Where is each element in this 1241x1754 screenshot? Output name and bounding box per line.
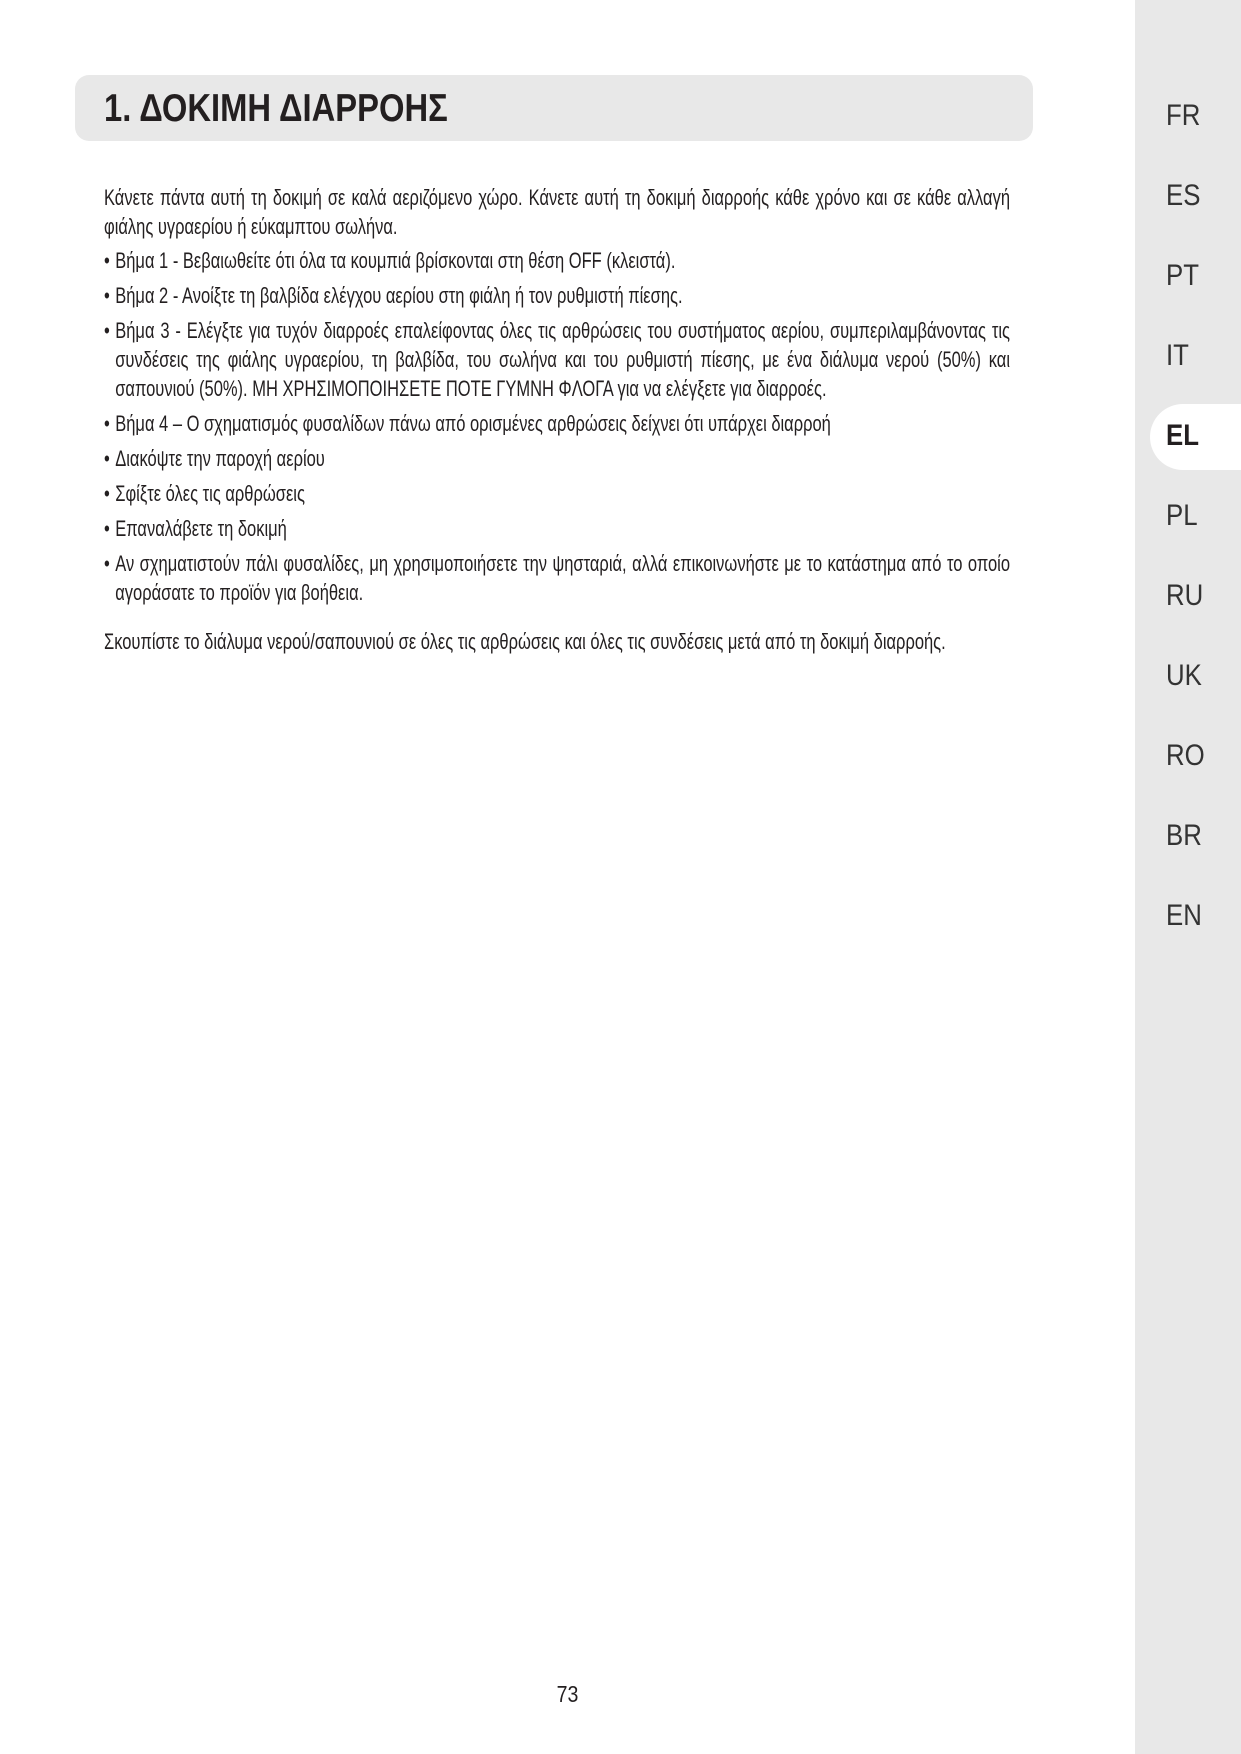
language-tab-el[interactable]: EL [1166, 419, 1199, 452]
list-item: • Βήμα 3 - Ελέγξτε για τυχόν διαρροές επαλείφοντας όλες τις αρθρώσεις του συστήματος αερίου, συμπεριλαμβάνοντας τις συνδέσεις της φιάλης υγραερίου, τη βαλβίδα, του σωλήνα και του ρυθμιστή πίεσης, με ένα διάλυμα νερού (50%) και σαπουνιού (50%). ΜΗ ΧΡΗΣΙΜΟΠΟΙΗΣΕΤΕ ΠΟΤΕ ΓΥΜΝΗ ΦΛΟΓΑ για να ελέγξετε για διαρροές. [104, 316, 1010, 403]
language-tab-en[interactable]: EN [1166, 899, 1202, 932]
language-tab-pl[interactable]: PL [1166, 499, 1198, 532]
section-title: 1. ΔΟΚΙΜΗ ΔΙΑΡΡΟΗΣ [104, 87, 448, 130]
list-item: • Αν σχηματιστούν πάλι φυσαλίδες, μη χρησιμοποιήσετε την ψησταριά, αλλά επικοινωνήστε με το κατάστημα από το οποίο αγοράσατε το προϊόν για βοήθεια. [104, 549, 1010, 607]
list-item: • Σφίξτε όλες τις αρθρώσεις [104, 479, 1010, 508]
language-tab-ru[interactable]: RU [1166, 579, 1204, 612]
list-item: • Διακόψτε την παροχή αερίου [104, 444, 1010, 473]
language-tab-it[interactable]: IT [1166, 339, 1189, 372]
list-item: • Επαναλάβετε τη δοκιμή [104, 514, 1010, 543]
language-tab-es[interactable]: ES [1166, 179, 1201, 212]
language-tab-fr[interactable]: FR [1166, 99, 1201, 132]
language-tab-uk[interactable]: UK [1166, 659, 1202, 692]
page-number: 73 [556, 1681, 579, 1707]
steps-list [104, 246, 1010, 607]
section-content [104, 183, 1010, 656]
list-item: • Βήμα 4 – Ο σχηματισμός φυσαλίδων πάνω από ορισμένες αρθρώσεις δείχνει ότι υπάρχει διαρροή [104, 409, 1010, 438]
list-item: • Βήμα 1 - Βεβαιωθείτε ότι όλα τα κουμπιά βρίσκονται στη θέση OFF (κλειστά). [104, 246, 1010, 275]
list-item: • Βήμα 2 - Ανοίξτε τη βαλβίδα ελέγχου αερίου στη φιάλη ή τον ρυθμιστή πίεσης. [104, 281, 1010, 310]
language-tab-pt[interactable]: PT [1166, 259, 1199, 292]
closing-paragraph: Σκουπίστε το διάλυμα νερού/σαπουνιού σε όλες τις αρθρώσεις και όλες τις συνδέσεις μετά από τη δοκιμή διαρροής. [104, 629, 946, 654]
language-tab-ro[interactable]: RO [1166, 739, 1205, 772]
language-tab-br[interactable]: BR [1166, 819, 1202, 852]
intro-paragraph: Κάνετε πάντα αυτή τη δοκιμή σε καλά αεριζόμενο χώρο. Κάνετε αυτή τη δοκιμή διαρροής κάθε χρόνο και σε κάθε αλλαγή φιάλης υγραερίου ή εύκαμπτου σωλήνα. [104, 185, 1010, 239]
